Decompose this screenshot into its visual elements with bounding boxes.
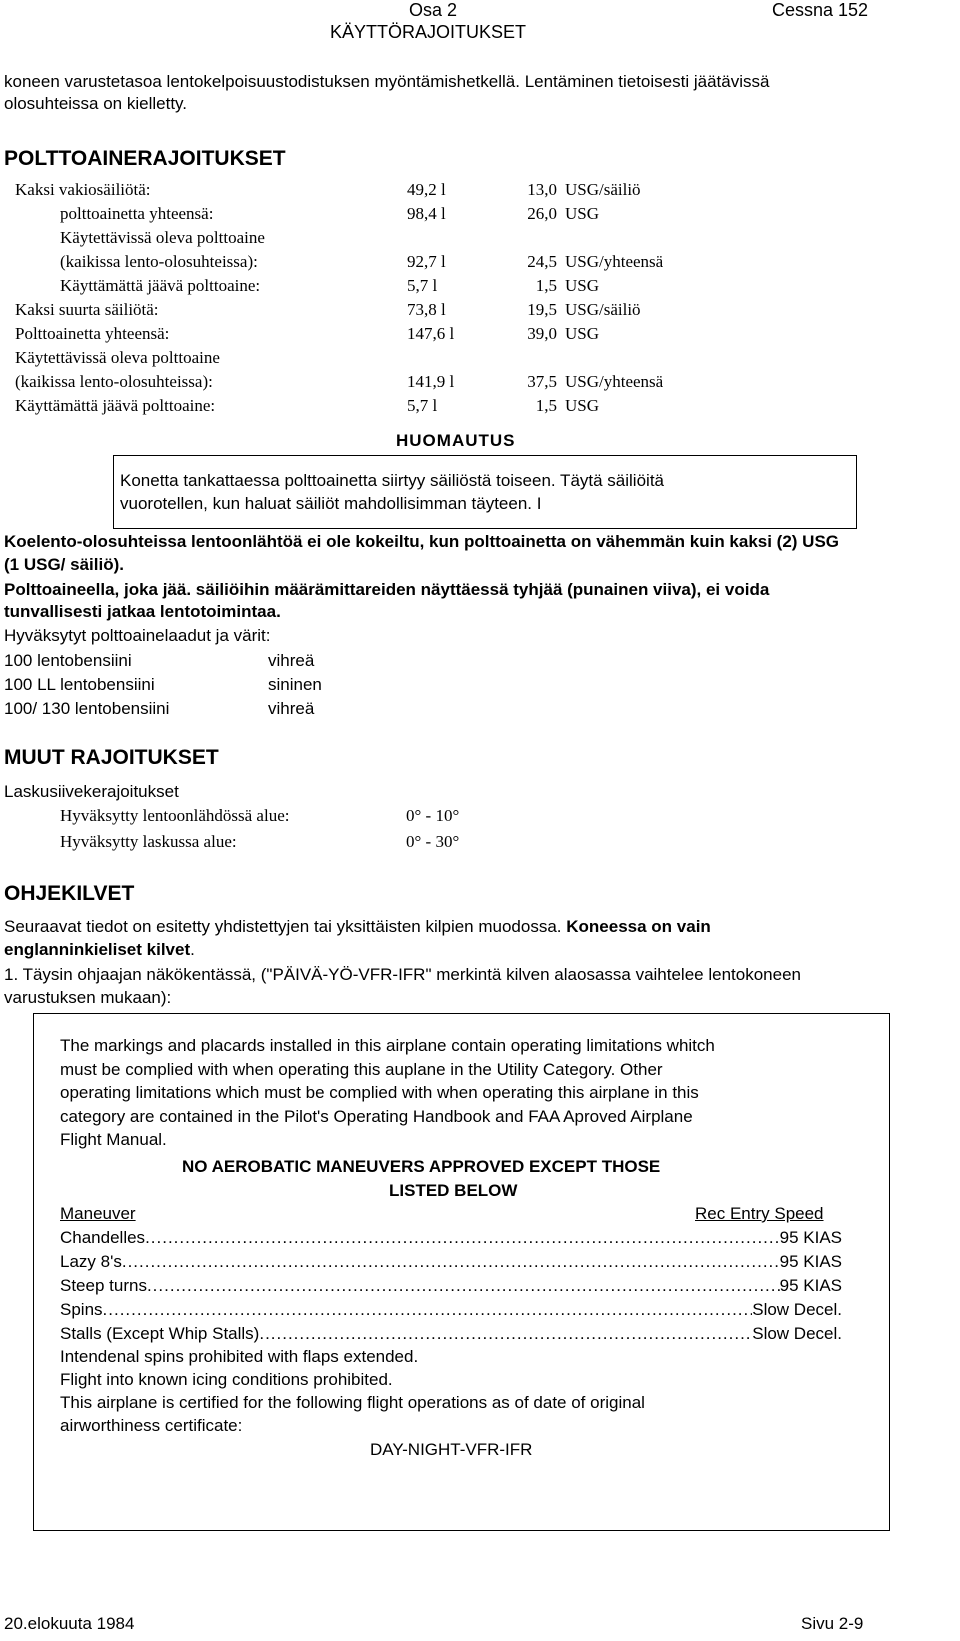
maneuver-name: Chandelles: [60, 1228, 146, 1247]
placards-intro-line-1: [4, 917, 711, 937]
placard-heading-2: LISTED BELOW: [389, 1181, 518, 1200]
fuel-row-usg: 1,5: [535, 276, 557, 295]
maneuver-speed: 95 KIAS: [779, 1228, 842, 1247]
placard-line: category are contained in the Pilot's Operating Handbook and FAA Aproved Airplane: [60, 1106, 693, 1126]
fuel-row-label: Kaksi vakiosäiliötä:: [15, 180, 151, 199]
maneuver-list: [0, 1228, 960, 1348]
placard-line: operating limitations which must be complied with when operating this airplane in this: [60, 1083, 699, 1102]
maneuver-header: Maneuver: [60, 1204, 136, 1223]
warning-1-line-1: Koelento-olosuhteissa lentoonlähtöä ei ole kokeiltu, kun polttoainetta on vähemmän kuin kaksi (2) USG: [4, 532, 840, 551]
fuel-row-unit: USG/säiliö: [565, 180, 641, 199]
fuel-row-liters: 49,2 l: [407, 180, 446, 199]
fuel-row-usg: 24,5: [527, 252, 557, 271]
maneuver-speed: Slow Decel.: [752, 1300, 842, 1319]
flap-value: 0° - 30°: [406, 832, 460, 851]
placards-intro-bold-2: englanninkieliset kilvet: [4, 940, 191, 959]
warning-2-rest: säiliöihin määrämittareiden näyttäessä tyhjää (punainen viiva), ei voida: [191, 580, 770, 599]
placards-intro-end: .: [190, 940, 195, 959]
flaps-list: [0, 806, 960, 856]
placard-footer-line: Intendenal spins prohibited with flaps extended.: [60, 1347, 419, 1366]
grade-color: vihreä: [268, 699, 315, 718]
fuel-row-label: Kaksi suurta säiliötä:: [15, 300, 159, 319]
header-section: Osa 2: [409, 0, 458, 20]
maneuver-row: [60, 1324, 842, 1344]
fuel-row-liters: 141,9 l: [407, 372, 455, 391]
footer-page: Sivu 2-9: [801, 1614, 864, 1633]
maneuver-name: Stalls (Except Whip Stalls): [60, 1324, 260, 1343]
dot-leader: [145, 1228, 780, 1248]
flap-label: Hyväksytty lentoonlähdössä alue:: [60, 806, 290, 825]
intro-line-2: olosuhteissa on kielletty.: [4, 94, 188, 113]
fuel-row-label: Käytettävissä oleva polttoaine: [60, 228, 265, 247]
maneuver-row: [60, 1300, 842, 1320]
intro-line-1: koneen varustetasoa lentokelpoisuustodistuksen myöntämishetkellä. Lentäminen tietoisesti jäätävissä: [4, 72, 770, 91]
flaps-title: Laskusiivekerajoitukset: [4, 782, 179, 801]
grade-color: sininen: [268, 675, 322, 694]
placard-line: Flight Manual.: [60, 1130, 167, 1149]
fuel-row-liters: 5,7 l: [407, 276, 438, 295]
warning-2-line-2: tunvallisesti jatkaa lentotoimintaa.: [4, 602, 281, 621]
note-line-1: Konetta tankattaessa polttoainetta siirtyy säiliöstä toiseen. Täytä säiliöitä: [120, 471, 664, 490]
note-line-2: vuorotellen, kun haluat säiliöt mahdollisimman täyteen. I: [120, 494, 542, 513]
placard-footer-line: Flight into known icing conditions prohibited.: [60, 1370, 393, 1389]
warning-2-line-1: [4, 580, 769, 600]
fuel-row-usg: 39,0: [527, 324, 557, 343]
fuel-row-usg: 19,5: [527, 300, 557, 319]
grade-color: vihreä: [268, 651, 315, 670]
fuel-row-unit: USG: [565, 204, 600, 223]
placards-heading: OHJEKILVET: [4, 882, 135, 905]
placards-intro-line-2: [4, 940, 195, 960]
dot-leader: [259, 1324, 752, 1344]
fuel-row-label: (kaikissa lento-olosuhteissa):: [15, 372, 213, 391]
maneuver-row: [60, 1228, 842, 1248]
fuel-row-liters: 5,7 l: [407, 396, 438, 415]
grade-name: 100/ 130 lentobensiini: [4, 699, 170, 718]
speed-header: Rec Entry Speed: [695, 1204, 824, 1223]
item1-line-1: 1. Täysin ohjaajan näkökentässä, ("PÄIVÄ-YÖ-VFR-IFR" merkintä kilven alaosassa vaihtelee lentokoneen: [4, 965, 801, 984]
fuel-row-unit: USG/säiliö: [565, 300, 641, 319]
fuel-row-unit: USG/yhteensä: [565, 372, 664, 391]
maneuver-row: [60, 1276, 842, 1296]
fuel-heading: POLTTOAINERAJOITUKSET: [4, 147, 286, 170]
fuel-row-liters: 98,4 l: [407, 204, 446, 223]
grade-name: 100 LL lentobensiini: [4, 675, 155, 694]
dot-leader: [147, 1276, 780, 1296]
fuel-row-usg: 13,0: [527, 180, 557, 199]
grades-title: Hyväksytyt polttoainelaadut ja värit:: [4, 626, 271, 645]
dot-leader: [103, 1300, 753, 1320]
fuel-row-label: Polttoainetta yhteensä:: [15, 324, 170, 343]
grade-name: 100 lentobensiini: [4, 651, 132, 670]
fuel-table: [0, 180, 960, 420]
dot-leader: [122, 1252, 780, 1272]
placards-intro-bold: Koneessa on vain: [566, 917, 711, 936]
fuel-row-label: Käyttämättä jäävä polttoaine:: [15, 396, 216, 415]
flap-value: 0° - 10°: [406, 806, 460, 825]
placard-line: The markings and placards installed in this airplane contain operating limitations whitch: [60, 1036, 715, 1055]
maneuver-name: Lazy 8's: [60, 1252, 122, 1271]
maneuver-name: Steep turns: [60, 1276, 147, 1295]
fuel-row-label: Käytettävissä oleva polttoaine: [15, 348, 220, 367]
placard-footer: [0, 1347, 960, 1447]
fuel-row-label: Käyttämättä jäävä polttoaine:: [60, 276, 261, 295]
maneuver-speed: Slow Decel.: [752, 1324, 842, 1343]
header-title: KÄYTTÖRAJOITUKSET: [330, 22, 527, 42]
fuel-row-unit: USG: [565, 324, 600, 343]
note-heading: HUOMAUTUS: [396, 431, 516, 450]
fuel-row-unit: USG/yhteensä: [565, 252, 664, 271]
placards-intro-plain: Seuraavat tiedot on esitetty yhdistettyjen tai yksittäisten kilpien muodossa.: [4, 917, 567, 936]
fuel-row-liters: 73,8 l: [407, 300, 446, 319]
maneuver-row: [60, 1252, 842, 1272]
warning-1-line-2: (1 USG/ säiliö).: [4, 555, 124, 574]
header-aircraft: Cessna 152: [772, 0, 869, 20]
fuel-row-usg: 26,0: [527, 204, 557, 223]
other-heading: MUUT RAJOITUKSET: [4, 746, 219, 769]
flap-label: Hyväksytty laskussa alue:: [60, 832, 237, 851]
fuel-row-liters: 92,7 l: [407, 252, 446, 271]
maneuver-speed: 95 KIAS: [779, 1252, 842, 1271]
fuel-row-label: (kaikissa lento-olosuhteissa):: [60, 252, 258, 271]
footer-date: 20.elokuuta 1984: [4, 1614, 135, 1633]
placard-line: must be complied with when operating this auplane in the Utility Category. Other: [60, 1059, 663, 1079]
fuel-row-usg: 37,5: [527, 372, 557, 391]
placard-footer-line: This airplane is certified for the following flight operations as of date of original: [60, 1393, 645, 1412]
item1-line-2: varustuksen mukaan):: [4, 988, 172, 1007]
placard-heading-1: NO AEROBATIC MANEUVERS APPROVED EXCEPT THOSE: [182, 1157, 661, 1176]
fuel-row-unit: USG: [565, 396, 600, 415]
maneuver-speed: 95 KIAS: [779, 1276, 842, 1295]
grades-list: [0, 651, 960, 726]
warning-2-lead: Polttoaineella, joka jää.: [4, 580, 192, 599]
placard-footer-line: airworthiness certificate:: [60, 1416, 243, 1435]
placard-ops: DAY-NIGHT-VFR-IFR: [370, 1440, 533, 1459]
fuel-row-label: polttoainetta yhteensä:: [60, 204, 214, 223]
fuel-row-liters: 147,6 l: [407, 324, 455, 343]
fuel-row-unit: USG: [565, 276, 600, 295]
fuel-row-usg: 1,5: [535, 396, 557, 415]
maneuver-name: Spins: [60, 1300, 103, 1319]
note-box: [113, 455, 857, 529]
